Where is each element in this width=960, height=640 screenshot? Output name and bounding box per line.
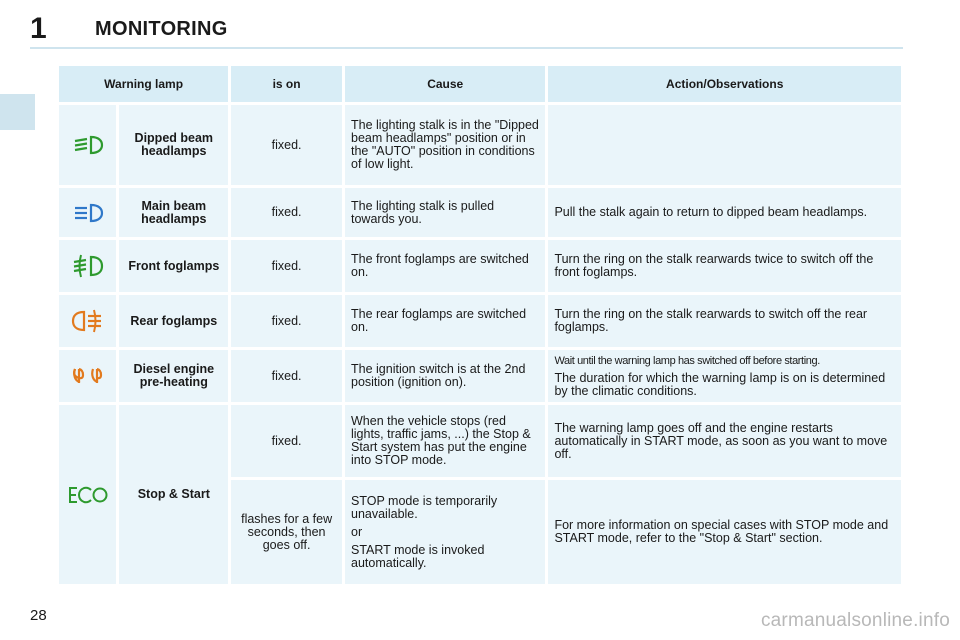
table-row: [59, 105, 901, 185]
is-on-value: flashes for a few seconds, then goes off.: [231, 480, 342, 584]
lamp-name: Diesel engine pre-heating: [119, 350, 228, 402]
action-note: Wait until the warning lamp has switched off before starting.: [554, 354, 820, 367]
action-text: Turn the ring on the stalk rearwards to switch off the rear foglamps.: [548, 295, 901, 347]
is-on-value: fixed.: [231, 295, 342, 347]
cause-text: START mode is invoked automatically.: [351, 542, 485, 570]
page-number: 28: [30, 607, 47, 624]
chapter-number: 1: [30, 12, 47, 45]
action-text: The duration for which the warning lamp is on is determined by the climatic conditions.: [554, 370, 886, 398]
header-warning-lamp: Warning lamp: [59, 66, 228, 102]
front-foglamps-icon: [59, 240, 116, 292]
lamp-name: Main beam headlamps: [119, 188, 228, 237]
page-title: MONITORING: [95, 18, 228, 40]
is-on-value: fixed.: [231, 350, 342, 402]
is-on-value: fixed.: [231, 240, 342, 292]
main-beam-icon: [59, 188, 116, 237]
action-text: Turn the ring on the stalk rearwards twice to switch off the front foglamps.: [548, 240, 901, 292]
header-divider: [30, 47, 903, 49]
action-text: Pull the stalk again to return to dipped beam headlamps.: [548, 188, 901, 237]
rear-foglamps-icon: [59, 295, 116, 347]
cause-text: When the vehicle stops (red lights, traffic jams, ...) the Stop & Start system has put the engine into STOP mode.: [345, 405, 545, 477]
watermark: carmanualsonline.info: [760, 610, 950, 631]
cause-text: The lighting stalk is pulled towards you.: [345, 188, 545, 237]
table-header-row: [59, 66, 901, 102]
chapter-side-tab: [0, 94, 35, 130]
cause-cell: [345, 480, 545, 584]
lamp-name: Dipped beam headlamps: [119, 105, 228, 185]
cause-text: The rear foglamps are switched on.: [345, 295, 545, 347]
header-action: Action/Observations: [548, 66, 901, 102]
lamp-name: Rear foglamps: [119, 295, 228, 347]
header-cause: Cause: [345, 66, 545, 102]
cause-text: The ignition switch is at the 2nd position (ignition on).: [345, 350, 545, 402]
action-text: [548, 105, 901, 185]
table-row: [59, 188, 901, 237]
table-row: [59, 240, 901, 292]
cause-or: or: [351, 524, 363, 539]
action-text: The warning lamp goes off and the engine restarts automatically in START mode, as soon as you want to move off.: [548, 405, 901, 477]
eco-icon: [59, 405, 116, 584]
dipped-beam-icon: [59, 105, 116, 185]
is-on-value: fixed.: [231, 105, 342, 185]
table-row: [59, 295, 901, 347]
action-text: For more information on special cases with STOP mode and START mode, refer to the "Stop & Start" section.: [548, 480, 901, 584]
table-row: [59, 405, 901, 477]
is-on-value: fixed.: [231, 405, 342, 477]
cause-text: STOP mode is temporarily unavailable.: [351, 493, 498, 521]
header-is-on: is on: [231, 66, 342, 102]
warning-lamps-table: [56, 63, 904, 587]
cause-text: The front foglamps are switched on.: [345, 240, 545, 292]
table-row: [59, 350, 901, 402]
is-on-value: fixed.: [231, 188, 342, 237]
lamp-name: Stop & Start: [119, 405, 228, 584]
preheating-icon: [59, 350, 116, 402]
lamp-name: Front foglamps: [119, 240, 228, 292]
cause-text: The lighting stalk is in the "Dipped beam headlamps" position or in the "AUTO" position in conditions of low light.: [345, 105, 545, 185]
action-cell: [548, 350, 901, 402]
